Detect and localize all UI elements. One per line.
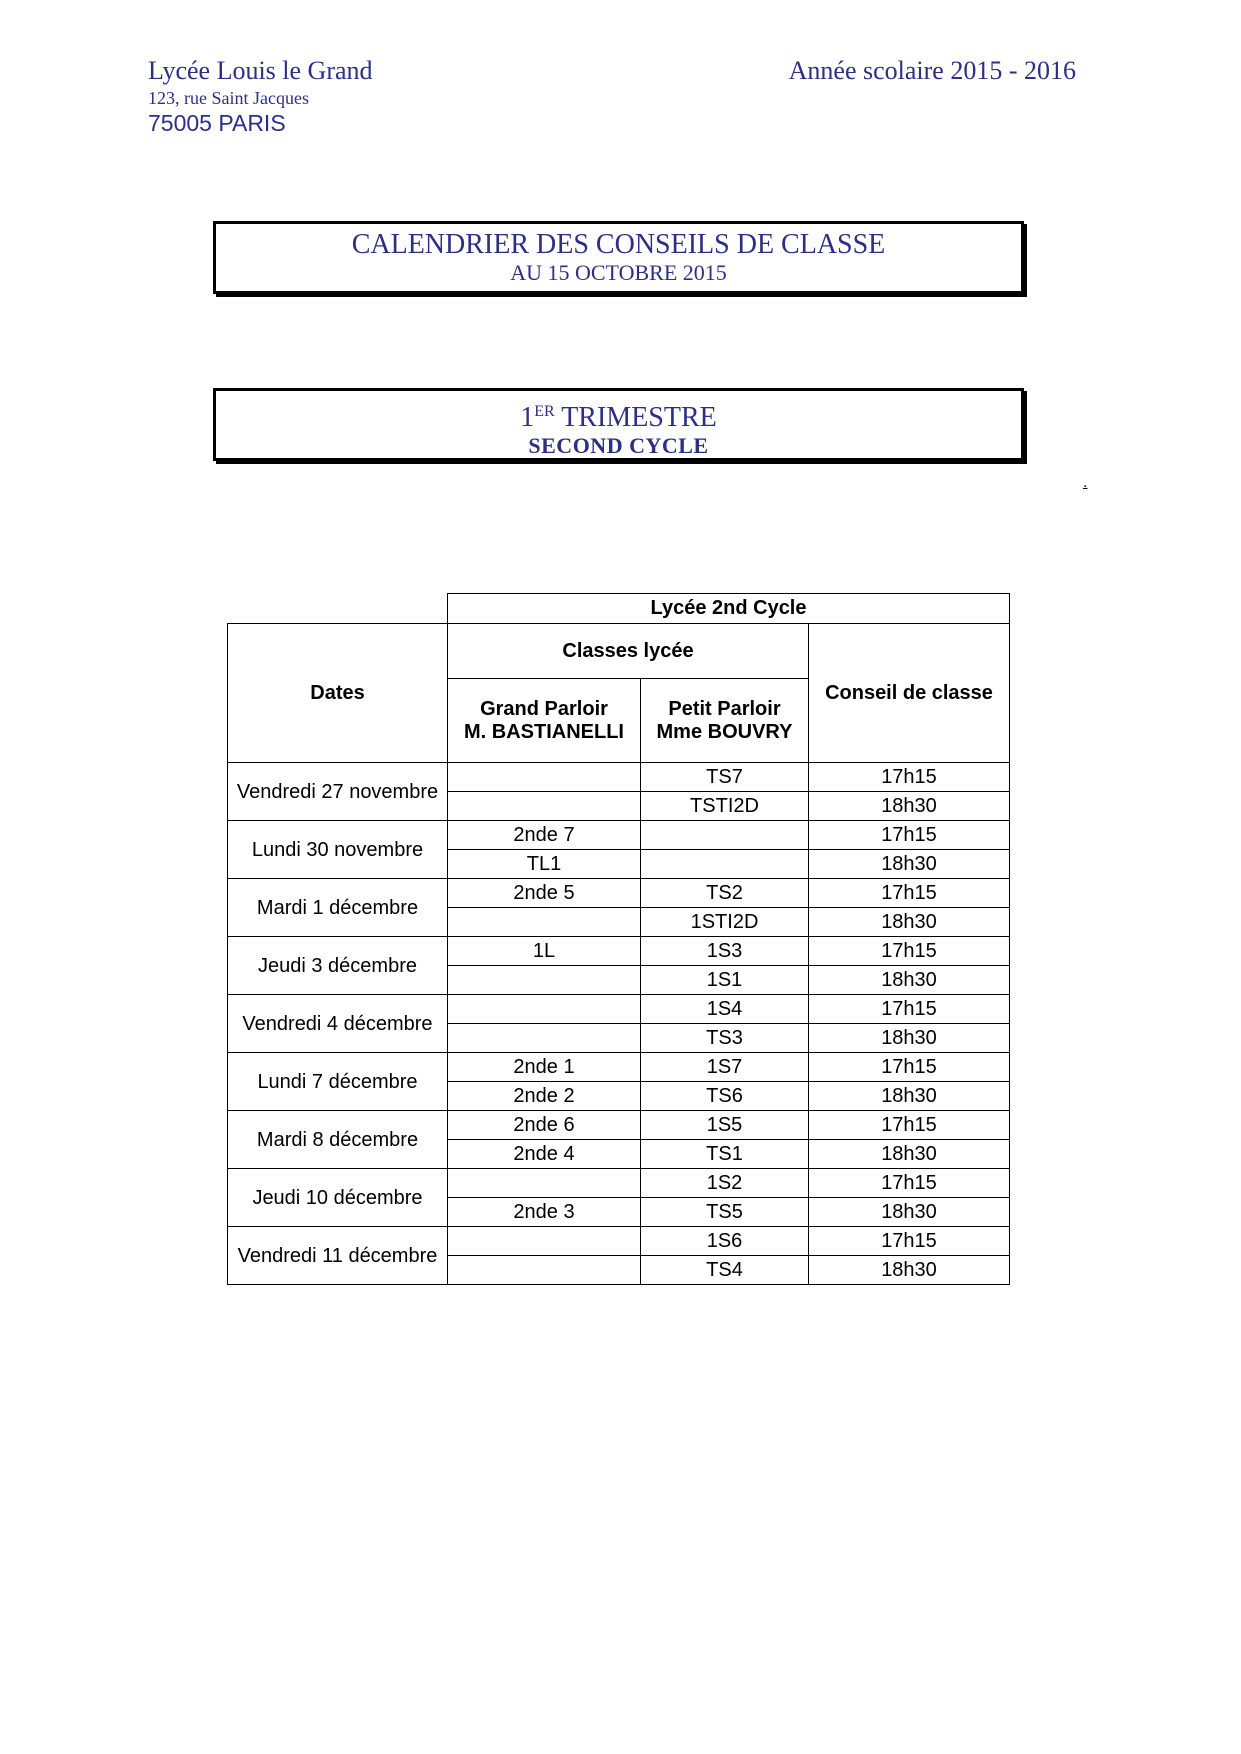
stray-mark: . bbox=[1083, 474, 1088, 491]
grand-parloir-person: M. BASTIANELLI bbox=[464, 720, 624, 743]
table-row bbox=[228, 879, 1010, 908]
grand-parloir-cell: 1L bbox=[448, 937, 641, 966]
petit-parloir-cell: TS7 bbox=[641, 763, 809, 792]
time-cell: 17h15 bbox=[809, 1169, 1010, 1198]
time-cell: 17h15 bbox=[809, 763, 1010, 792]
trimester-title bbox=[216, 397, 1021, 433]
grand-parloir-header bbox=[448, 679, 641, 763]
petit-parloir-cell: 1S1 bbox=[641, 966, 809, 995]
table-header-row bbox=[228, 624, 1010, 679]
petit-parloir-cell: TS2 bbox=[641, 879, 809, 908]
cycle-title: SECOND CYCLE bbox=[528, 433, 709, 458]
time-cell: 18h30 bbox=[809, 1256, 1010, 1285]
grand-parloir-cell: 2nde 6 bbox=[448, 1111, 641, 1140]
table-group-row bbox=[228, 594, 1010, 624]
grand-parloir-cell: TL1 bbox=[448, 850, 641, 879]
group-header: Lycée 2nd Cycle bbox=[448, 594, 1010, 624]
time-cell: 18h30 bbox=[809, 966, 1010, 995]
table-row bbox=[228, 937, 1010, 966]
grand-parloir-cell bbox=[448, 1024, 641, 1053]
grand-parloir-cell: 2nde 3 bbox=[448, 1198, 641, 1227]
grand-parloir-cell bbox=[448, 763, 641, 792]
petit-parloir-person: Mme BOUVRY bbox=[656, 720, 793, 743]
time-cell: 17h15 bbox=[809, 821, 1010, 850]
petit-parloir-cell bbox=[641, 850, 809, 879]
trimester-box bbox=[213, 388, 1024, 461]
document-title: CALENDRIER DES CONSEILS DE CLASSE bbox=[351, 229, 886, 260]
time-cell: 17h15 bbox=[809, 879, 1010, 908]
table-row bbox=[228, 1111, 1010, 1140]
conseil-header: Conseil de classe bbox=[809, 624, 1010, 763]
grand-parloir-cell: 2nde 2 bbox=[448, 1082, 641, 1111]
date-cell: Mardi 1 décembre bbox=[228, 879, 448, 937]
time-cell: 18h30 bbox=[809, 792, 1010, 821]
time-cell: 18h30 bbox=[809, 850, 1010, 879]
trimester-suffix: ER bbox=[534, 403, 555, 420]
petit-parloir-cell: TS5 bbox=[641, 1198, 809, 1227]
table-row bbox=[228, 1053, 1010, 1082]
petit-parloir-cell: 1S4 bbox=[641, 995, 809, 1024]
date-cell: Vendredi 27 novembre bbox=[228, 763, 448, 821]
time-cell: 18h30 bbox=[809, 1198, 1010, 1227]
date-cell: Vendredi 11 décembre bbox=[228, 1227, 448, 1285]
grand-parloir-label: Grand Parloir bbox=[480, 697, 608, 720]
school-name: Lycée Louis le Grand bbox=[148, 56, 373, 85]
petit-parloir-label: Petit Parloir bbox=[668, 697, 781, 720]
grand-parloir-cell bbox=[448, 995, 641, 1024]
petit-parloir-cell: TS6 bbox=[641, 1082, 809, 1111]
table-row bbox=[228, 1169, 1010, 1198]
table-row bbox=[228, 821, 1010, 850]
grand-parloir-cell bbox=[448, 1227, 641, 1256]
petit-parloir-cell: TSTI2D bbox=[641, 792, 809, 821]
school-city: 75005 PARIS bbox=[148, 110, 286, 136]
petit-parloir-header bbox=[641, 679, 809, 763]
grand-parloir-cell: 2nde 4 bbox=[448, 1140, 641, 1169]
petit-parloir-cell: 1S7 bbox=[641, 1053, 809, 1082]
grand-parloir-cell bbox=[448, 908, 641, 937]
schedule-table bbox=[227, 593, 1010, 1285]
petit-parloir-cell: 1S6 bbox=[641, 1227, 809, 1256]
grand-parloir-cell: 2nde 7 bbox=[448, 821, 641, 850]
time-cell: 18h30 bbox=[809, 1082, 1010, 1111]
petit-parloir-cell: TS3 bbox=[641, 1024, 809, 1053]
time-cell: 17h15 bbox=[809, 1053, 1010, 1082]
petit-parloir-cell bbox=[641, 821, 809, 850]
table-row bbox=[228, 1227, 1010, 1256]
time-cell: 17h15 bbox=[809, 1111, 1010, 1140]
time-cell: 18h30 bbox=[809, 1140, 1010, 1169]
table-row bbox=[228, 995, 1010, 1024]
grand-parloir-cell: 2nde 5 bbox=[448, 879, 641, 908]
classes-header: Classes lycée bbox=[448, 624, 809, 679]
trimester-number: 1 bbox=[520, 402, 535, 433]
time-cell: 17h15 bbox=[809, 937, 1010, 966]
time-cell: 18h30 bbox=[809, 908, 1010, 937]
date-cell: Jeudi 3 décembre bbox=[228, 937, 448, 995]
petit-parloir-cell: 1S3 bbox=[641, 937, 809, 966]
table-row bbox=[228, 763, 1010, 792]
dates-header: Dates bbox=[228, 624, 448, 763]
petit-parloir-cell: 1S2 bbox=[641, 1169, 809, 1198]
school-street: 123, rue Saint Jacques bbox=[148, 88, 309, 108]
petit-parloir-cell: 1STI2D bbox=[641, 908, 809, 937]
petit-parloir-cell: 1S5 bbox=[641, 1111, 809, 1140]
date-cell: Mardi 8 décembre bbox=[228, 1111, 448, 1169]
title-box bbox=[213, 221, 1024, 294]
time-cell: 17h15 bbox=[809, 995, 1010, 1024]
grand-parloir-cell bbox=[448, 792, 641, 821]
time-cell: 18h30 bbox=[809, 1024, 1010, 1053]
date-cell: Vendredi 4 décembre bbox=[228, 995, 448, 1053]
document-date: AU 15 OCTOBRE 2015 bbox=[510, 260, 727, 285]
grand-parloir-cell bbox=[448, 966, 641, 995]
school-year: Année scolaire 2015 - 2016 bbox=[788, 56, 1076, 85]
petit-parloir-cell: TS1 bbox=[641, 1140, 809, 1169]
time-cell: 17h15 bbox=[809, 1227, 1010, 1256]
grand-parloir-cell: 2nde 1 bbox=[448, 1053, 641, 1082]
grand-parloir-cell bbox=[448, 1169, 641, 1198]
grand-parloir-cell bbox=[448, 1256, 641, 1285]
date-cell: Lundi 7 décembre bbox=[228, 1053, 448, 1111]
date-cell: Jeudi 10 décembre bbox=[228, 1169, 448, 1227]
trimester-word: TRIMESTRE bbox=[561, 402, 717, 433]
petit-parloir-cell: TS4 bbox=[641, 1256, 809, 1285]
date-cell: Lundi 30 novembre bbox=[228, 821, 448, 879]
